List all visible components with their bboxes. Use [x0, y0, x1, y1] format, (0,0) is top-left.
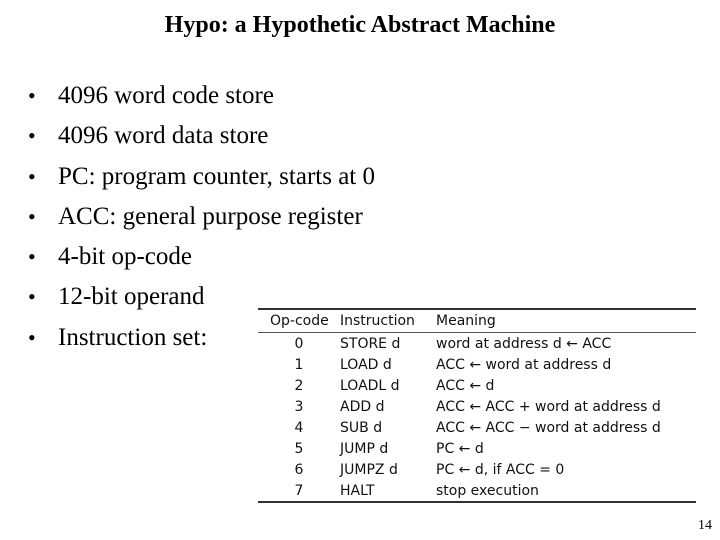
table-row: [258, 417, 696, 438]
instruction-cell: JUMP d: [340, 440, 389, 457]
bullet-text: 4096 word code store: [58, 82, 274, 109]
instruction-cell: SUB d: [340, 419, 383, 436]
bullet-icon: •: [28, 163, 36, 189]
bullet-icon: •: [28, 324, 36, 350]
instruction-cell: LOADL d: [340, 377, 400, 394]
bullet-text: 4096 word data store: [58, 122, 269, 150]
table-row: [258, 375, 696, 396]
bullet-text: 12-bit operand: [58, 283, 205, 311]
meaning-cell: stop execution: [436, 482, 539, 499]
bullet-icon: •: [28, 123, 36, 149]
table-row: [258, 396, 696, 417]
table-row: [258, 480, 696, 501]
opcode-cell: 5: [294, 440, 304, 457]
bullet-icon: •: [28, 203, 36, 229]
opcode-cell: 3: [294, 398, 304, 415]
opcode-cell: 7: [294, 482, 304, 499]
opcode-cell: 1: [294, 356, 304, 373]
instruction-cell: ADD d: [340, 398, 385, 415]
meaning-cell: ACC ← d: [436, 377, 495, 394]
table-row: [258, 333, 696, 354]
meaning-cell: PC ← d: [436, 440, 484, 457]
bullet-item: [28, 237, 375, 277]
table-row: [258, 459, 696, 480]
opcode-cell: 0: [294, 335, 304, 352]
table-header-row: [258, 310, 696, 333]
instruction-cell: STORE d: [340, 335, 401, 352]
opcode-cell: 4: [294, 419, 304, 436]
table-row: [258, 354, 696, 375]
page-number: 14: [698, 518, 712, 533]
bullet-text: 4-bit op-code: [58, 243, 192, 271]
instruction-cell: JUMPZ d: [340, 461, 398, 478]
bullet-item: [28, 197, 375, 237]
bullet-icon: •: [28, 284, 36, 310]
meaning-cell: ACC ← word at address d: [436, 356, 612, 373]
bullet-item: [28, 157, 375, 197]
bullet-item: [28, 76, 375, 116]
instruction-set-table: [258, 308, 696, 503]
bullet-item: [28, 116, 375, 156]
meaning-cell: PC ← d, if ACC = 0: [436, 461, 565, 478]
bullet-icon: •: [28, 244, 36, 270]
bullet-text: PC: program counter, starts at 0: [58, 162, 375, 190]
opcode-cell: 6: [294, 461, 304, 478]
meaning-cell: ACC ← ACC − word at address d: [436, 419, 661, 436]
header-meaning: Meaning: [436, 313, 496, 329]
opcode-cell: 2: [294, 377, 304, 394]
header-instruction: Instruction: [340, 313, 415, 329]
meaning-cell: word at address d ← ACC: [436, 335, 612, 352]
meaning-cell: ACC ← ACC + word at address d: [436, 398, 661, 415]
slide-title: Hypo: a Hypothetic Abstract Machine: [164, 12, 556, 38]
bullet-text: ACC: general purpose register: [58, 202, 363, 230]
bullet-icon: •: [28, 83, 36, 108]
table-row: [258, 438, 696, 459]
bullet-text: Instruction set:: [58, 323, 208, 351]
header-opcode: Op-code: [270, 313, 329, 329]
instruction-cell: HALT: [340, 482, 375, 499]
instruction-cell: LOAD d: [340, 356, 392, 373]
